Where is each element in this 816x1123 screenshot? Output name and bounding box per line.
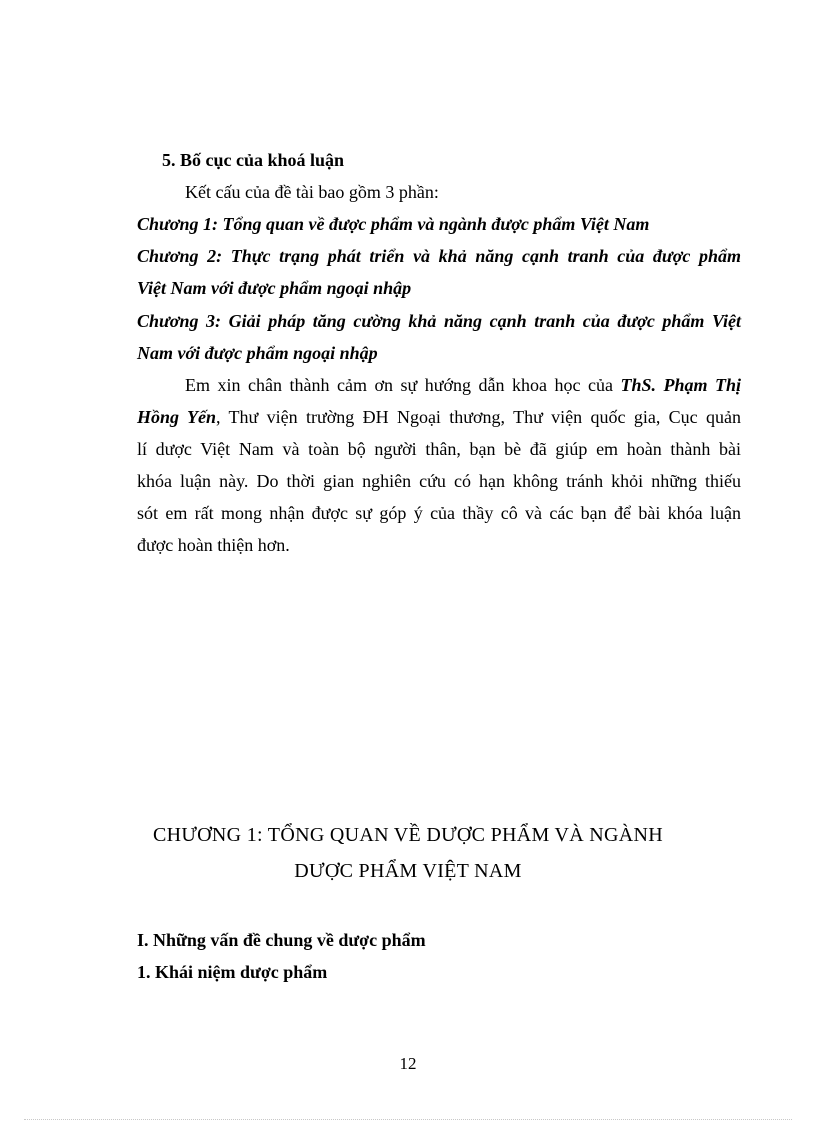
section-I-heading: I. Những vấn đề chung về dược phẩm: [137, 930, 426, 950]
acknowledgement-line-4: khóa luận này. Do thời gian nghiên cứu có hạn không tránh khỏi những thiếu: [137, 471, 741, 491]
chapter-3-outline-line-1: Chương 3: Giải pháp tăng cường khả năng cạnh tranh của được phẩm Việt: [137, 311, 741, 331]
chapter-title-line-1: CHƯƠNG 1: TỔNG QUAN VỀ DƯỢC PHẨM VÀ NGÀNH: [152, 824, 664, 846]
acknowledgement-line-3: lí dược Việt Nam và toàn bộ người thân, bạn bè đã giúp em hoàn thành bài: [137, 439, 741, 459]
subsection-1-heading: 1. Khái niệm dược phẩm: [137, 962, 328, 982]
section-5-heading: 5. Bố cục của khoá luận: [162, 150, 345, 170]
page-number: 12: [399, 1054, 417, 1073]
acknowledgement-text: , Thư viện trường ĐH Ngoại thương, Thư viện quốc gia, Cục quản: [216, 407, 741, 427]
acknowledgement-line-2: [137, 405, 741, 429]
supervisor-name: ThS. Phạm Thị: [620, 375, 742, 395]
supervisor-name-cont: Hồng Yến: [137, 407, 217, 427]
acknowledgement-line-1: [185, 373, 741, 397]
acknowledgement-line-5: sót em rất mong nhận được sự góp ý của thầy cô và các bạn để bài khóa luận: [137, 503, 741, 523]
chapter-2-outline-line-1: Chương 2: Thực trạng phát triển và khả năng cạnh tranh của được phẩm: [137, 246, 741, 266]
chapter-1-outline: Chương 1: Tổng quan về được phẩm và ngành được phẩm Việt Nam: [137, 214, 650, 234]
page-bottom-rule: [24, 1119, 792, 1120]
chapter-3-outline-line-2: Nam với được phẩm ngoại nhập: [137, 343, 378, 363]
chapter-2-outline-line-2: Việt Nam với được phẩm ngoại nhập: [137, 278, 412, 298]
section-5-intro: Kết cấu của đề tài bao gồm 3 phần:: [185, 182, 439, 202]
chapter-title-line-2: DƯỢC PHẨM VIỆT NAM: [294, 860, 522, 882]
acknowledgement-line-6: được hoàn thiện hơn.: [137, 535, 290, 555]
acknowledgement-text: Em xin chân thành cảm ơn sự hướng dẫn khoa học của: [185, 375, 621, 395]
